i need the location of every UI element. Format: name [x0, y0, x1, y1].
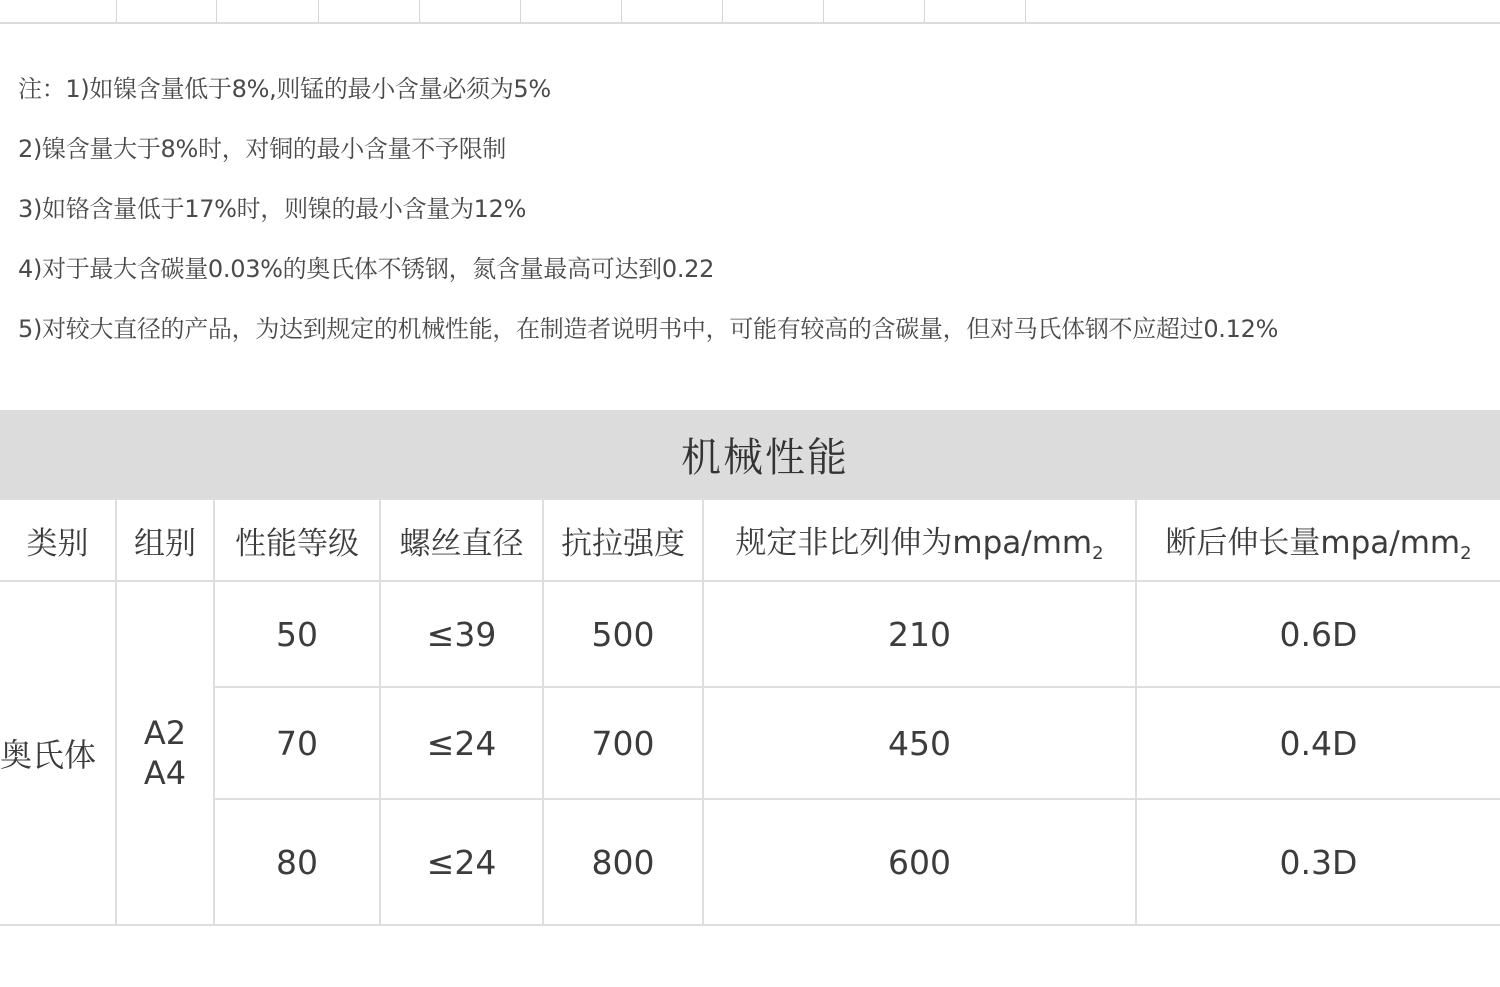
elongation-cell: 0.3D — [1136, 799, 1500, 925]
yield-cell: 600 — [703, 799, 1136, 925]
table-row — [0, 581, 1500, 687]
elongation-cell: 0.6D — [1136, 581, 1500, 687]
group-cell — [116, 581, 214, 925]
mechanical-properties-banner — [0, 410, 1500, 498]
note-line: 5)对较大直径的产品，为达到规定的机械性能，在制造者说明书中，可能有较高的含碳量，但对马氏体钢不应超过0.12% — [18, 315, 1279, 343]
header-elongation-subscript: 2 — [1460, 542, 1472, 564]
category-cell: 奥氏体 — [0, 581, 116, 925]
table-divider — [1025, 0, 1026, 22]
elongation-cell: 0.4D — [1136, 687, 1500, 799]
grade-cell: 80 — [214, 799, 380, 925]
note-line: 4)对于最大含碳量0.03%的奥氏体不锈钢，氮含量最高可达到0.22 — [18, 255, 715, 283]
table-divider — [621, 0, 622, 22]
note-line: 2)镍含量大于8%时，对铜的最小含量不予限制 — [18, 135, 507, 163]
diameter-cell: ≤24 — [380, 687, 543, 799]
grade-cell: 50 — [214, 581, 380, 687]
table-divider — [318, 0, 319, 22]
yield-cell: 450 — [703, 687, 1136, 799]
group-a2: A2 — [143, 714, 187, 752]
section-title: 机械性能 — [681, 434, 849, 481]
table-divider — [216, 0, 217, 22]
grade-cell: 70 — [214, 687, 380, 799]
tensile-cell: 800 — [543, 799, 703, 925]
group-a4: A4 — [143, 754, 187, 792]
diameter-cell: ≤39 — [380, 581, 543, 687]
table-divider — [520, 0, 521, 22]
header-elongation-text: 断后伸长量mpa/mm — [1165, 524, 1461, 561]
table-divider — [823, 0, 824, 22]
diameter-cell: ≤24 — [380, 799, 543, 925]
table-row — [0, 687, 1500, 799]
tensile-cell: 700 — [543, 687, 703, 799]
header-yield — [703, 499, 1136, 581]
notes-section — [18, 68, 1498, 368]
mechanical-properties-table — [0, 498, 1500, 926]
header-diameter: 螺丝直径 — [380, 499, 543, 581]
yield-cell: 210 — [703, 581, 1136, 687]
table-divider — [116, 0, 117, 22]
tensile-cell: 500 — [543, 581, 703, 687]
header-grade: 性能等级 — [214, 499, 380, 581]
header-tensile: 抗拉强度 — [543, 499, 703, 581]
note-line: 注：1)如镍含量低于8%,则锰的最小含量必须为5% — [18, 75, 551, 103]
header-yield-text: 规定非比列伸为mpa/mm — [735, 524, 1093, 561]
table-row — [0, 799, 1500, 925]
header-category: 类别 — [0, 499, 116, 581]
header-yield-subscript: 2 — [1092, 542, 1104, 564]
note-line: 3)如铬含量低于17%时，则镍的最小含量为12% — [18, 195, 527, 223]
header-group: 组别 — [116, 499, 214, 581]
table-divider — [924, 0, 925, 22]
previous-table-bottom-edge — [0, 0, 1500, 24]
header-elongation — [1136, 499, 1500, 581]
table-divider — [722, 0, 723, 22]
table-divider — [419, 0, 420, 22]
header-row — [0, 499, 1500, 581]
